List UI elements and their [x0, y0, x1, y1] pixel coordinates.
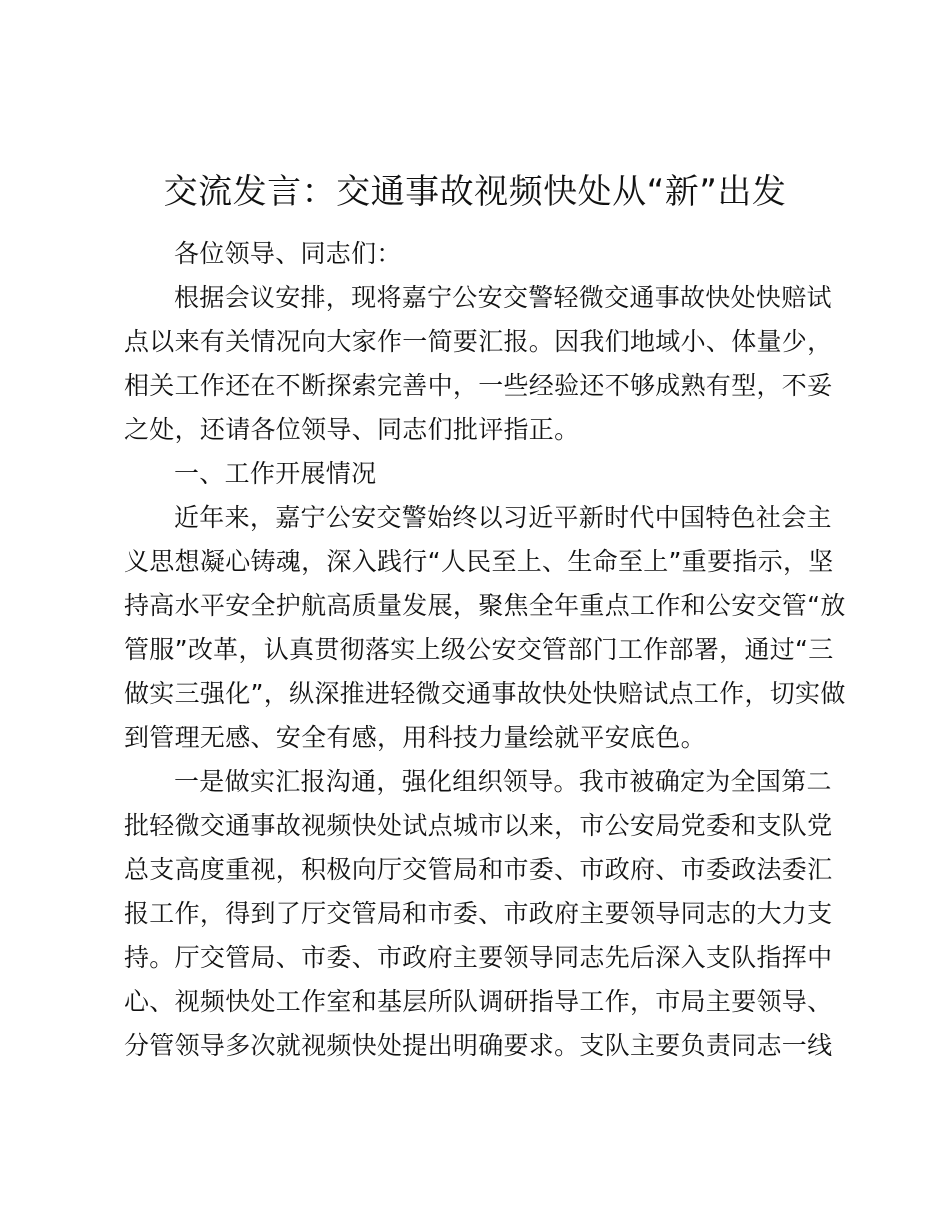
- paragraph-line: 批轻微交通事故视频快处试点城市以来，市公安局党委和支队党: [124, 811, 833, 840]
- paragraph-line: 相关工作还在不断探索完善中，一些经验还不够成熟有型，不妥: [124, 371, 833, 400]
- paragraph-line: 到管理无感、安全有感，用科技力量绘就平安底色。: [124, 723, 706, 752]
- paragraph-line: 根据会议安排，现将嘉宁公安交警轻微交通事故快处快赔试: [174, 283, 832, 312]
- paragraph-line: 做实三强化”，纵深推进轻微交通事故快处快赔试点工作，切实做: [124, 679, 846, 708]
- section-heading: 一、工作开展情况: [174, 459, 377, 488]
- paragraph-line: 持。厅交管局、市委、市政府主要领导同志先后深入支队指挥中: [124, 943, 833, 972]
- paragraph-line: 义思想凝心铸魂，深入践行“人民至上、生命至上”重要指示，坚: [124, 547, 834, 576]
- paragraph-line: 持高水平安全护航高质量发展，聚焦全年重点工作和公安交管“放: [124, 591, 846, 620]
- paragraph-line: 心、视频快处工作室和基层所队调研指导工作，市局主要领导、: [124, 987, 833, 1016]
- paragraph-line: 总支高度重视，积极向厅交管局和市委、市政府、市委政法委汇: [124, 855, 833, 884]
- document-body: [124, 232, 846, 1068]
- paragraph-line: 一是做实汇报沟通，强化组织领导。我市被确定为全国第二: [174, 767, 832, 796]
- paragraph-line: 点以来有关情况向大家作一简要汇报。因我们地域小、体量少，: [124, 327, 833, 356]
- paragraph-line: 管服”改革，认真贯彻落实上级公安交管部门工作部署，通过“三: [124, 635, 834, 664]
- paragraph-line: 报工作，得到了厅交管局和市委、市政府主要领导同志的大力支: [124, 899, 833, 928]
- page-title: 交流发言：交通事故视频快处从“新”出发: [163, 172, 787, 212]
- paragraph-line: 分管领导多次就视频快处提出明确要求。支队主要负责同志一线: [124, 1031, 833, 1060]
- salutation: 各位领导、同志们：: [174, 239, 402, 268]
- paragraph-line: 之处，还请各位领导、同志们批评指正。: [124, 415, 580, 444]
- paragraph-line: 近年来，嘉宁公安交警始终以习近平新时代中国特色社会主: [174, 503, 832, 532]
